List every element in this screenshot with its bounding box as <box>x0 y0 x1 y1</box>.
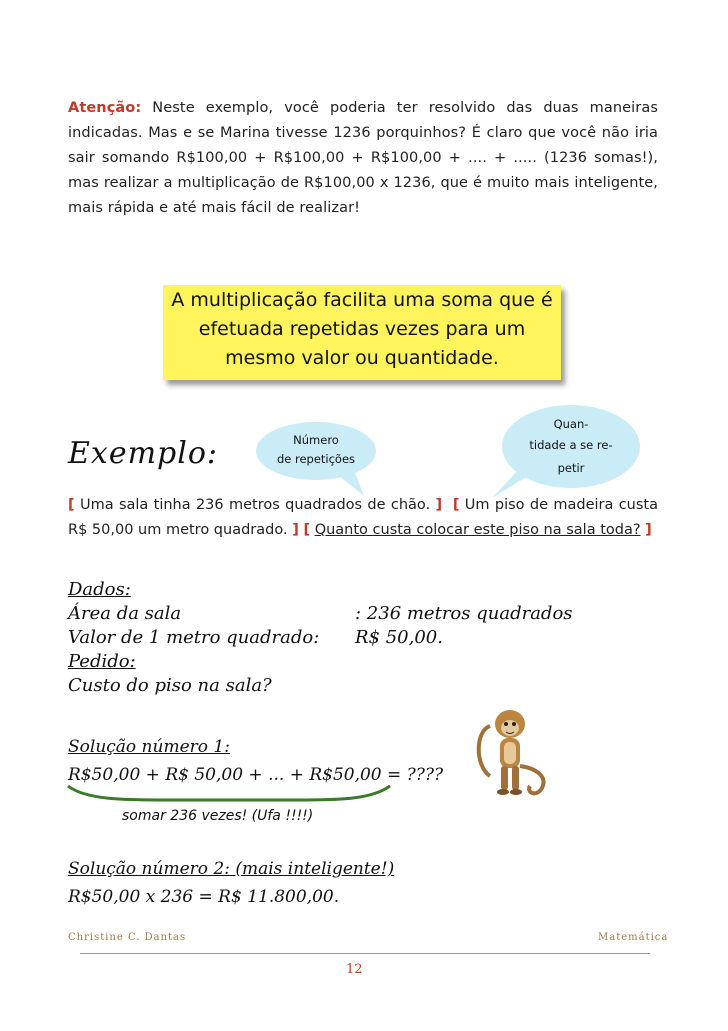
highlight-line-1: A multiplicação facilita uma soma que é <box>171 289 553 311</box>
dados-section <box>68 578 573 698</box>
dados-row-2-value: R$ 50,00. <box>355 627 443 648</box>
example-title: Exemplo: <box>68 436 218 471</box>
bubble-repetitions-line-2: de repetições <box>276 452 356 466</box>
problem-statement <box>68 493 658 543</box>
intro-text: Neste exemplo, você poderia ter resolvido das duas maneiras indicadas. Mas e se Marina tivesse 1236 porquinhos? É claro que você não iria sair somando R$100,00 + R$100,00 + R$100,00 + .... + ..... (1236 somas!), mas realizar a multiplicação de R$100,00 x 1236, que é muito mais inteligente, mais rápida e até mais fácil de realizar! <box>68 100 658 216</box>
solution-2 <box>68 855 394 911</box>
bracket-close-1: ] <box>435 497 443 513</box>
pedido-text: Custo do piso na sala? <box>68 675 272 696</box>
solution-1-formula: R$50,00 + R$ 50,00 + ... + R$50,00 = ???? <box>68 765 444 785</box>
bracket-open-1: [ <box>68 497 75 513</box>
problem-part-3: Quanto custa colocar este piso na sala toda? <box>314 522 641 538</box>
problem-part-1: Uma sala tinha 236 metros quadrados de chão. <box>74 497 436 513</box>
dados-row-1-label: Área da sala <box>68 603 182 624</box>
solution-1-heading: Solução número 1: <box>68 737 230 757</box>
bubble-repetitions-line-1: Número <box>293 433 339 447</box>
highlight-line-2: efetuada repetidas vezes para um <box>198 318 526 340</box>
bubble-quantity-line-3: petir <box>557 461 585 475</box>
bracket-open-3: [ <box>303 522 311 538</box>
dados-row-1 <box>68 602 573 626</box>
solution-2-formula: R$50,00 x 236 = R$ 11.800,00. <box>68 887 340 907</box>
bubble-quantity-line-2: tidade a se re- <box>529 438 613 452</box>
bracket-close-2: ] <box>292 522 299 538</box>
problem-part-2: Um piso de madeira custa R$ 50,00 um metro quadrado. <box>68 497 658 538</box>
footer-author: Christine C. Dantas <box>68 932 187 943</box>
pedido-heading: Pedido: <box>68 651 136 672</box>
page-number: 12 <box>346 962 363 977</box>
dados-row-1-value: : 236 metros quadrados <box>355 603 573 624</box>
solution-1-note: somar 236 vezes! (Ufa !!!!) <box>122 808 314 824</box>
highlight-line-3: mesmo valor ou quantidade. <box>225 347 499 369</box>
intro-paragraph <box>68 96 658 221</box>
highlight-box <box>163 285 561 380</box>
dados-row-2-label: Valor de 1 metro quadrado: <box>68 627 320 648</box>
dados-row-2 <box>68 626 443 650</box>
atencao-label: Atenção: <box>68 100 142 116</box>
footer-divider <box>80 953 650 954</box>
monkey-illustration <box>470 706 560 802</box>
bubble-quantity-line-1: Quan- <box>553 417 589 431</box>
bracket-close-3: ] <box>645 522 652 538</box>
footer-subject: Matemática <box>598 932 669 943</box>
solution-1 <box>68 733 443 789</box>
bracket-open-2: [ <box>452 497 460 513</box>
dados-heading: Dados: <box>68 579 131 600</box>
solution-2-heading: Solução número 2: (mais inteligente!) <box>68 859 395 879</box>
